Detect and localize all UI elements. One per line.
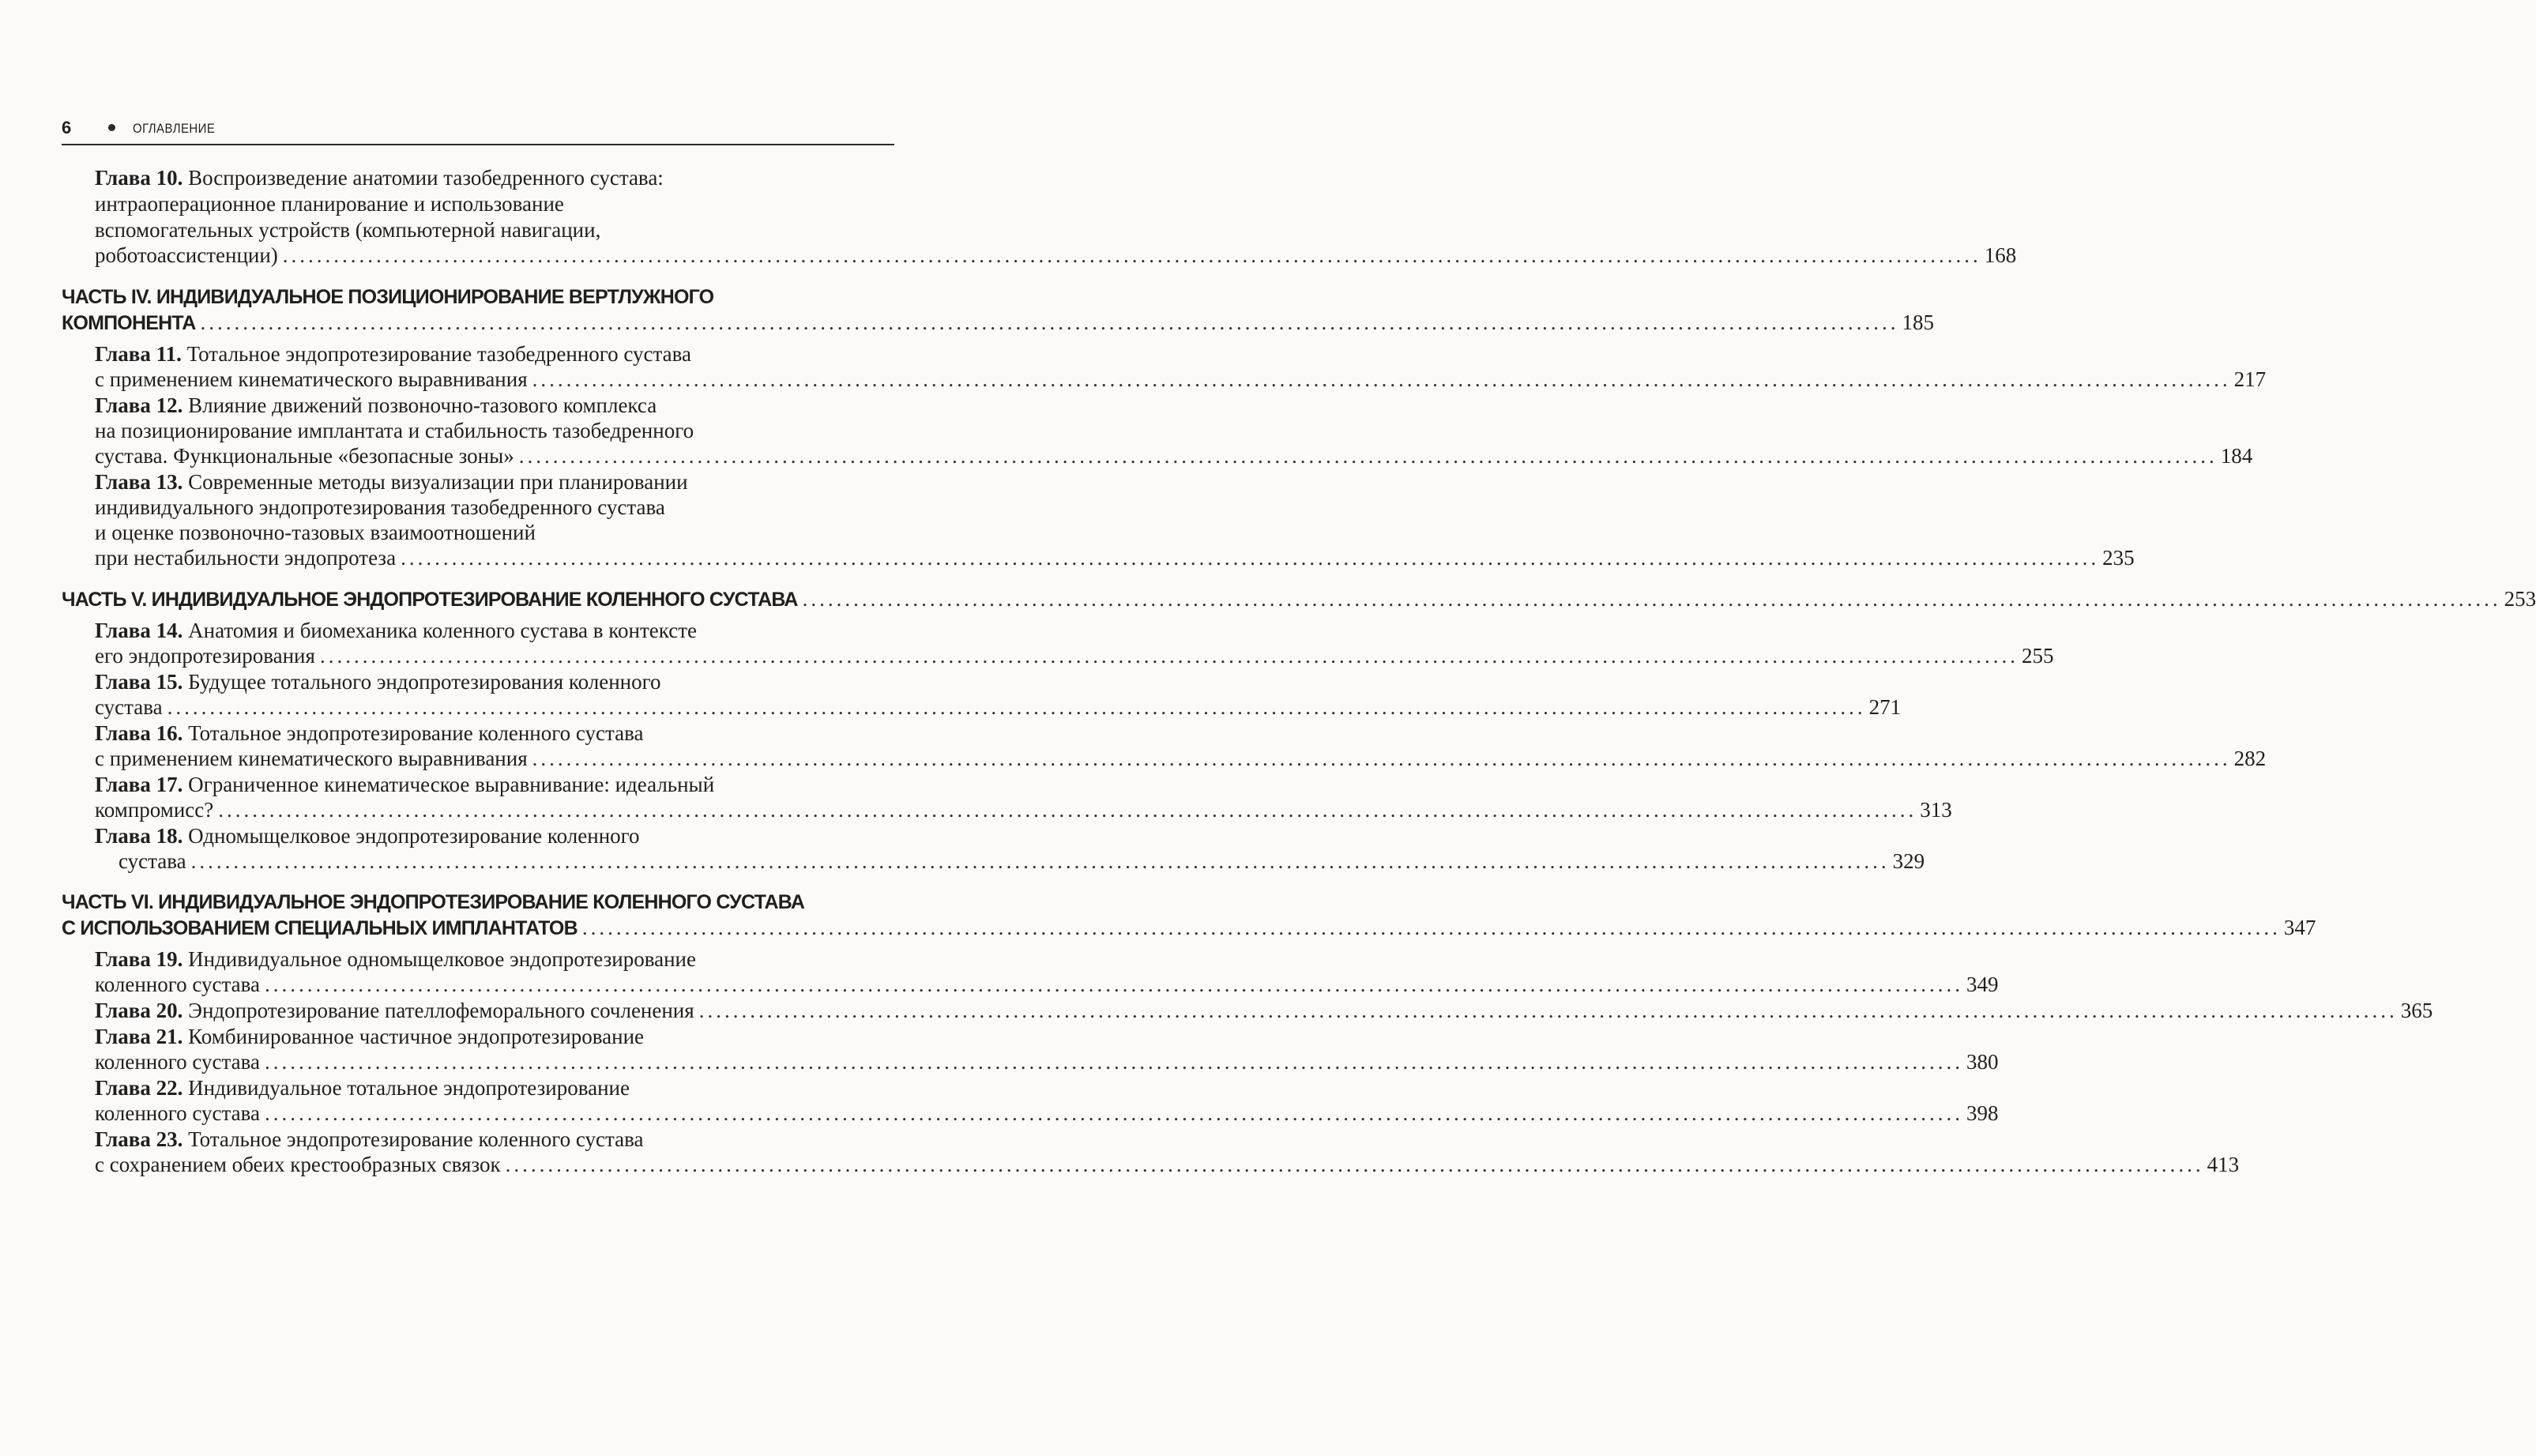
chapter-entry-line bbox=[95, 1099, 1999, 1127]
entry-title: на позиционирование имплантата и стабильность тазобедренного bbox=[95, 419, 694, 442]
dot-leader: ........................................................................................................................................................................................................ bbox=[698, 999, 2398, 1022]
entry-title: вспомогательных устройств (компьютерной навигации, bbox=[95, 218, 601, 242]
chapter-entry-line bbox=[119, 847, 1925, 875]
entry-text bbox=[119, 847, 186, 875]
entry-title: Анатомия и биомеханика коленного сустава в контексте bbox=[182, 619, 697, 642]
entry-text bbox=[95, 1099, 260, 1127]
chapter-label: Глава 18. bbox=[95, 824, 183, 848]
dot-leader: ........................................................................................................................................................................................................ bbox=[265, 1101, 1963, 1125]
chapter-entry-line bbox=[95, 391, 897, 419]
entry-title: коленного сустава bbox=[95, 973, 260, 996]
chapter-label: Глава 19. bbox=[95, 947, 183, 971]
entry-text bbox=[95, 770, 714, 799]
entry-text bbox=[95, 468, 688, 496]
part-heading-line bbox=[62, 913, 2316, 942]
page-ref: 329 bbox=[1892, 849, 1925, 873]
chapter-label: Глава 13. bbox=[95, 470, 183, 494]
entry-text bbox=[95, 996, 694, 1025]
bullet-icon bbox=[108, 124, 115, 131]
entry-title: с применением кинематического выравнивания bbox=[95, 747, 528, 770]
entry-text bbox=[95, 416, 694, 445]
entry-text bbox=[62, 309, 195, 337]
dot-leader: ........................................................................................................................................................................................................ bbox=[802, 587, 2501, 611]
entry-title: Современные методы визуализации при планировании bbox=[182, 470, 688, 494]
entry-text bbox=[95, 365, 528, 393]
chapter-entry-line bbox=[95, 216, 897, 244]
part-heading-line bbox=[62, 888, 897, 916]
entry-title: компромисс? bbox=[95, 798, 214, 822]
entry-title: Влияние движений позвоночно-тазового комплекса bbox=[182, 393, 657, 417]
entry-title: Комбинированное частичное эндопротезирование bbox=[182, 1025, 645, 1048]
entry-title: ЧАСТЬ IV. ИНДИВИДУАЛЬНОЕ ПОЗИЦИОНИРОВАНИЕ ВЕРТЛУЖНОГО bbox=[62, 286, 714, 308]
entry-title: Индивидуальное одномыщелковое эндопротезирование bbox=[182, 947, 696, 971]
dot-leader: ........................................................................................................................................................................................................ bbox=[532, 747, 2231, 770]
chapter-entry-line bbox=[95, 365, 2267, 393]
entry-title: сустава. Функциональные «безопасные зоны» bbox=[95, 444, 514, 468]
entry-text bbox=[95, 544, 396, 572]
chapter-entry-line bbox=[95, 770, 897, 799]
dot-leader: ........................................................................................................................................................................................................ bbox=[167, 695, 1866, 719]
entry-text bbox=[62, 283, 713, 311]
chapter-label: Глава 11. bbox=[95, 342, 182, 366]
chapter-label: Глава 22. bbox=[95, 1076, 183, 1100]
entry-title: Тотальное эндопротезирование коленного сустава bbox=[182, 721, 644, 745]
page-ref: 413 bbox=[2207, 1153, 2240, 1176]
entry-text bbox=[95, 518, 536, 547]
entry-text bbox=[95, 391, 657, 419]
entry-title: коленного сустава bbox=[95, 1050, 260, 1074]
entry-title: коленного сустава bbox=[95, 1101, 260, 1125]
entry-text bbox=[95, 190, 564, 218]
entry-text bbox=[95, 216, 600, 244]
page-ref: 282 bbox=[2233, 747, 2267, 770]
dot-leader: ........................................................................................................................................................................................................ bbox=[265, 1050, 1963, 1074]
chapter-label: Глава 16. bbox=[95, 721, 183, 745]
page-ref: 255 bbox=[2021, 644, 2054, 668]
entry-title: Одномыщелковое эндопротезирование коленного bbox=[182, 824, 640, 848]
entry-text bbox=[62, 888, 804, 916]
chapter-entry-line bbox=[95, 340, 897, 368]
chapter-entry-line bbox=[95, 668, 897, 696]
entry-text bbox=[95, 945, 696, 973]
entry-text bbox=[62, 585, 798, 614]
page-ref: 217 bbox=[2233, 367, 2267, 391]
entry-text bbox=[95, 822, 640, 850]
chapter-entry-line bbox=[95, 945, 897, 973]
entry-title: Тотальное эндопротезирование коленного сустава bbox=[182, 1127, 644, 1151]
entry-text bbox=[95, 1022, 644, 1051]
dot-leader: ........................................................................................................................................................................................................ bbox=[401, 546, 2100, 570]
entry-title: с применением кинематического выравнивания bbox=[95, 367, 528, 391]
chapter-entry-line bbox=[95, 970, 1999, 999]
part-heading-line bbox=[62, 283, 897, 311]
chapter-entry-line bbox=[95, 468, 897, 496]
page-ref: 235 bbox=[2102, 546, 2135, 570]
chapter-label: Глава 17. bbox=[95, 773, 183, 796]
entry-text bbox=[95, 641, 315, 670]
chapter-entry-line bbox=[95, 693, 1902, 721]
entry-text bbox=[95, 241, 278, 269]
chapter-label: Глава 14. bbox=[95, 619, 183, 642]
page-ref: 313 bbox=[1920, 798, 1952, 822]
dot-leader: ........................................................................................................................................................................................................ bbox=[518, 444, 2218, 468]
entry-text bbox=[95, 164, 664, 192]
entry-title: ЧАСТЬ V. ИНДИВИДУАЛЬНОЕ ЭНДОПРОТЕЗИРОВАНИЕ КОЛЕННОГО СУСТАВА bbox=[62, 589, 798, 611]
chapter-label: Глава 20. bbox=[95, 999, 183, 1022]
entry-text bbox=[95, 970, 260, 999]
page-header bbox=[62, 117, 894, 145]
page-ref: 185 bbox=[1902, 310, 1934, 334]
dot-leader: ........................................................................................................................................................................................................ bbox=[200, 310, 1899, 334]
chapter-entry-line bbox=[95, 1125, 897, 1153]
chapter-entry-line bbox=[95, 442, 2253, 470]
entry-text bbox=[95, 796, 213, 824]
dot-leader: ........................................................................................................................................................................................................ bbox=[218, 798, 1917, 822]
entry-title: индивидуального эндопротезирования тазобедренного сустава bbox=[95, 495, 665, 519]
entry-title: с сохранением обеих крестообразных связок bbox=[95, 1153, 501, 1176]
chapter-entry-line bbox=[95, 641, 2054, 670]
chapter-entry-line bbox=[95, 241, 2017, 269]
chapter-label: Глава 21. bbox=[95, 1025, 183, 1048]
dot-leader: ........................................................................................................................................................................................................ bbox=[532, 367, 2231, 391]
entry-title: Эндопротезирование пателлофеморального сочленения bbox=[182, 999, 694, 1022]
entry-title: Индивидуальное тотальное эндопротезирование bbox=[182, 1076, 630, 1100]
dot-leader: ........................................................................................................................................................................................................ bbox=[282, 243, 1981, 267]
dot-leader: ........................................................................................................................................................................................................ bbox=[265, 973, 1963, 996]
entry-title: сустава bbox=[95, 695, 163, 719]
entry-title: Воспроизведение анатомии тазобедренного сустава: bbox=[182, 166, 664, 190]
chapter-entry-line bbox=[95, 796, 1952, 824]
page-ref: 398 bbox=[1966, 1101, 1999, 1125]
entry-title: ЧАСТЬ VI. ИНДИВИДУАЛЬНОЕ ЭНДОПРОТЕЗИРОВАНИЕ КОЛЕННОГО СУСТАВА bbox=[62, 891, 805, 913]
running-title: ОГЛАВЛЕНИЕ bbox=[133, 121, 216, 136]
chapter-entry-line bbox=[95, 719, 897, 747]
page-ref: 365 bbox=[2400, 999, 2433, 1022]
part-heading-line bbox=[62, 585, 2536, 613]
chapter-entry-line bbox=[95, 1022, 897, 1051]
dot-leader: ........................................................................................................................................................................................................ bbox=[581, 916, 2281, 939]
entry-text bbox=[62, 914, 578, 942]
page-number: 6 bbox=[62, 118, 72, 137]
chapter-entry-line bbox=[95, 416, 897, 445]
entry-title: Ограниченное кинематическое выравнивание: идеальный bbox=[182, 773, 715, 796]
dot-leader: ........................................................................................................................................................................................................ bbox=[190, 849, 1890, 873]
chapter-entry-line bbox=[95, 493, 897, 521]
page-ref: 380 bbox=[1966, 1050, 1999, 1074]
chapter-label: Глава 10. bbox=[95, 166, 183, 190]
entry-title: сустава bbox=[119, 849, 186, 873]
entry-text bbox=[95, 493, 665, 521]
dot-leader: ........................................................................................................................................................................................................ bbox=[505, 1153, 2204, 1176]
chapter-label: Глава 23. bbox=[95, 1127, 183, 1151]
page-ref: 347 bbox=[2283, 916, 2316, 939]
page-ref: 168 bbox=[1984, 243, 2017, 267]
entry-title: и оценке позвоночно-тазовых взаимоотношений bbox=[95, 521, 536, 544]
entry-text bbox=[95, 616, 697, 645]
chapter-entry-line bbox=[95, 822, 897, 850]
entry-text bbox=[95, 442, 514, 470]
part-heading-line bbox=[62, 308, 1934, 337]
chapter-entry-line bbox=[95, 164, 897, 192]
entry-title: роботоассистенции) bbox=[95, 243, 278, 267]
entry-text bbox=[95, 340, 691, 368]
chapter-entry-line bbox=[95, 1074, 897, 1102]
chapter-entry-line bbox=[95, 1150, 2240, 1179]
chapter-entry-line bbox=[95, 518, 897, 547]
entry-title: С ИСПОЛЬЗОВАНИЕМ СПЕЦИАЛЬНЫХ ИМПЛАНТАТОВ bbox=[62, 917, 578, 939]
entry-text bbox=[95, 1048, 260, 1076]
chapter-entry-line bbox=[95, 544, 2135, 572]
chapter-label: Глава 12. bbox=[95, 393, 183, 417]
chapter-entry-line bbox=[95, 616, 897, 645]
dot-leader: ........................................................................................................................................................................................................ bbox=[319, 644, 2019, 668]
entry-title: его эндопротезирования bbox=[95, 644, 315, 668]
chapter-entry-line bbox=[95, 996, 2433, 1025]
chapter-entry-line bbox=[95, 190, 897, 218]
entry-text bbox=[95, 1150, 501, 1179]
page-ref: 271 bbox=[1868, 695, 1902, 719]
entry-text bbox=[95, 719, 644, 747]
entry-text bbox=[95, 668, 661, 696]
entry-title: Будущее тотального эндопротезирования коленного bbox=[182, 670, 661, 694]
entry-title: Тотальное эндопротезирование тазобедренного сустава bbox=[181, 342, 691, 366]
page-ref: 253 bbox=[2504, 587, 2536, 611]
entry-text bbox=[95, 1074, 630, 1102]
chapter-entry-line bbox=[95, 744, 2267, 773]
entry-title: при нестабильности эндопротеза bbox=[95, 546, 397, 570]
entry-title: интраоперационное планирование и использование bbox=[95, 192, 564, 216]
entry-text bbox=[95, 1125, 644, 1153]
chapter-entry-line bbox=[95, 1048, 1999, 1076]
entry-text bbox=[95, 693, 163, 721]
entry-text bbox=[95, 744, 528, 773]
page-ref: 184 bbox=[2220, 444, 2253, 468]
page-ref: 349 bbox=[1966, 973, 1999, 996]
entry-title: КОМПОНЕНТА bbox=[62, 312, 196, 334]
chapter-label: Глава 15. bbox=[95, 670, 183, 694]
